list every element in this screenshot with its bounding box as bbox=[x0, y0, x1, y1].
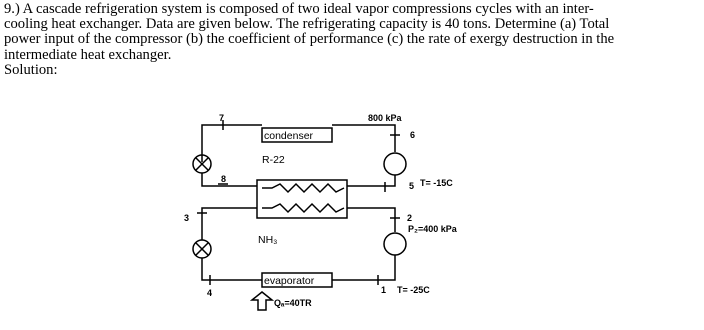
state-1-label: 1 bbox=[381, 285, 387, 295]
t5-label: T= -15C bbox=[420, 178, 453, 188]
p2-label: P₂=400 kPa bbox=[408, 224, 457, 234]
problem-line-1: 9.) A cascade refrigeration system is composed of two ideal vapor compressions cycles with an inter- bbox=[4, 1, 594, 17]
problem-line-4: intermediate heat exchanger. bbox=[4, 46, 172, 63]
evaporator-label: evaporator bbox=[264, 275, 315, 287]
state-5-label: 5 bbox=[409, 181, 415, 191]
hx-coil-bottom bbox=[262, 204, 344, 212]
upper-top-pipe bbox=[332, 125, 395, 152]
condenser-label: condenser bbox=[264, 130, 314, 142]
lower-right-top-pipe bbox=[347, 208, 395, 232]
state-7-label: 7 bbox=[219, 113, 225, 123]
state-3-label: 3 bbox=[184, 213, 190, 223]
state-8-label: 8 bbox=[221, 174, 227, 184]
lower-left-bottom-pipe bbox=[202, 258, 262, 280]
t1-label: T= -25C bbox=[397, 285, 430, 295]
upper-right-pipe bbox=[347, 175, 395, 186]
compressor-r22 bbox=[384, 153, 406, 175]
refrigerant-top-label: R-22 bbox=[262, 154, 285, 166]
upper-left-lower-pipe bbox=[202, 173, 257, 186]
upper-left-pipe bbox=[202, 125, 262, 162]
lower-left-top-pipe bbox=[202, 208, 257, 240]
capacity-label: Qₐ=40TR bbox=[274, 298, 312, 308]
problem-line-2: cooling heat exchanger. Data are given below. The refrigerating capacity is 40 tons. Determine (a) Total bbox=[4, 16, 610, 33]
compressor-nh3 bbox=[384, 233, 406, 255]
hx-coil-top bbox=[262, 184, 344, 192]
refrigerant-bottom-label: NH₃ bbox=[258, 234, 278, 246]
pressure-top-label: 800 kPa bbox=[368, 113, 402, 123]
problem-line-3: power input of the compressor (b) the coefficient of performance (c) the rate of exergy destruction in the bbox=[4, 31, 615, 48]
state-6-label: 6 bbox=[410, 130, 416, 140]
state-2-label: 2 bbox=[407, 213, 413, 223]
state-4-label: 4 bbox=[207, 288, 213, 298]
lower-right-bottom-pipe bbox=[332, 255, 395, 280]
solution-label: Solution: bbox=[4, 61, 58, 78]
heat-exchanger bbox=[257, 180, 347, 218]
capacity-arrow-icon bbox=[252, 292, 272, 310]
